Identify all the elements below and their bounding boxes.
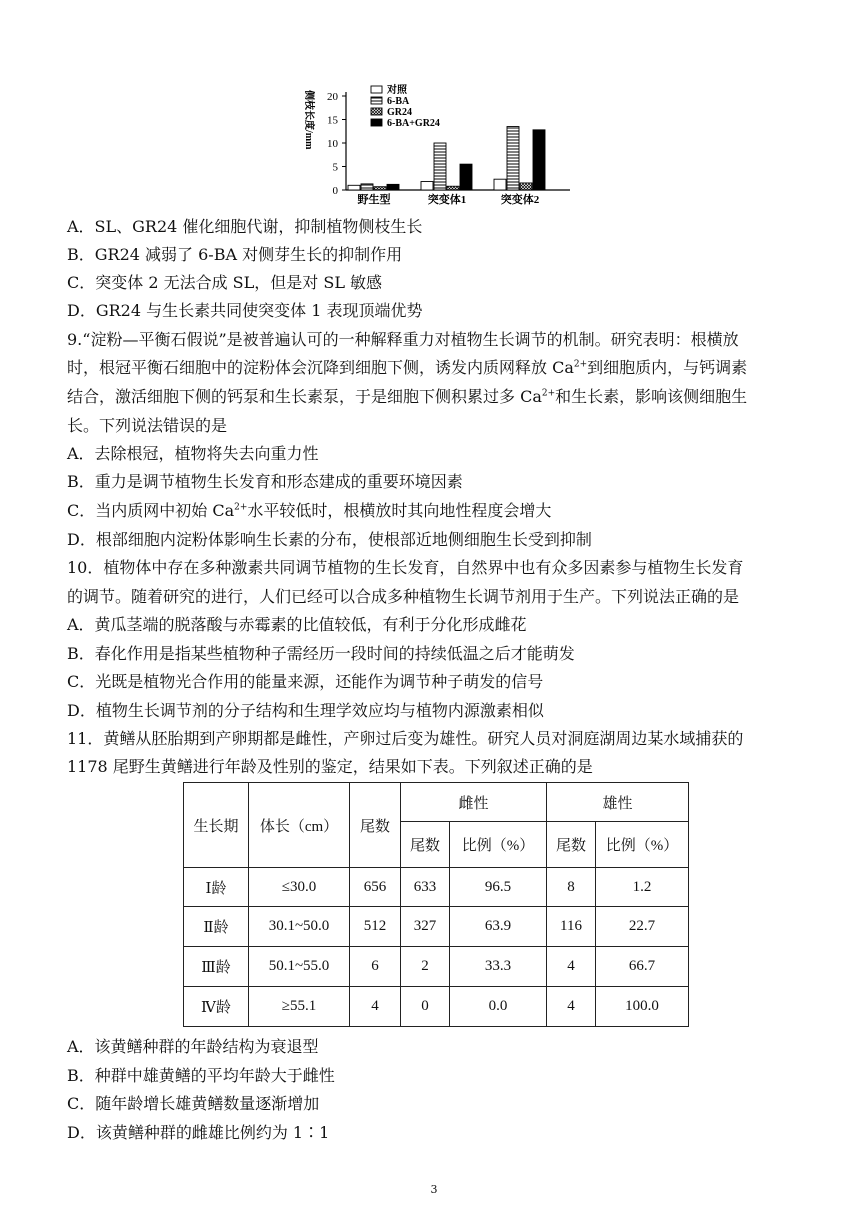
cell: 4 [350,987,401,1027]
legend-swatch [371,108,382,115]
header-count: 尾数 [350,783,401,868]
text: 水平较低时，根横放时其向地性程度会增大 [247,501,552,520]
superscript: 2+ [541,388,556,399]
x-tick-label: 突变体2 [500,194,540,206]
y-tick-label: 5 [332,161,338,174]
table-row [184,987,689,1027]
q11-stem-line1: 11．黄鳝从胚胎期到产卵期都是雌性，产卵过后变为雄性。研究人员对洞庭湖周边某水域捕获的 [67,729,744,748]
table-row [184,947,689,987]
cell: 2 [401,947,450,987]
cell: 50.1~55.0 [249,947,350,987]
q11-option-a: A．该黄鳝种群的年龄结构为衰退型 [67,1037,319,1056]
cell: 100.0 [596,987,689,1027]
cell: 96.5 [450,868,547,907]
q10-option-d: D．植物生长调节剂的分子结构和生理学效应均与植物内源激素相似 [67,701,544,720]
superscript: 2+ [573,359,588,370]
cell: Ⅱ龄 [184,907,249,947]
cell: 4 [547,947,596,987]
q9-option-c [67,501,551,521]
legend-label: GR24 [387,107,412,118]
cell: 22.7 [596,907,689,947]
y-tick-label: 15 [327,114,338,127]
cell: 1.2 [596,868,689,907]
cell: 66.7 [596,947,689,987]
q10-option-a: A．黄瓜茎端的脱落酸与赤霉素的比值较低，有利于分化形成雌花 [67,615,527,634]
cell: 4 [547,987,596,1027]
cell: 0.0 [450,987,547,1027]
bar [533,130,545,190]
q9-stem-line1: 9.“淀粉—平衡石假说”是被普遍认可的一种解释重力对植物生长调节的机制。研究表明：根横放 [67,330,739,349]
bar [447,186,459,190]
cell: Ⅳ龄 [184,987,249,1027]
q10-option-b: B．春化作用是指某些植物种子需经历一段时间的持续低温之后才能萌发 [67,644,575,663]
q11-stem-line2: 1178 尾野生黄鳝进行年龄及性别的鉴定，结果如下表。下列叙述正确的是 [67,757,593,776]
x-tick-label: 突变体1 [427,194,467,206]
cell: 30.1~50.0 [249,907,350,947]
q9-option-b: B．重力是调节植物生长发育和形态建成的重要环境因素 [67,472,463,491]
bar [361,184,373,190]
x-tick-label: 野生型 [357,194,391,206]
bar-chart [298,82,588,210]
header-female-count: 尾数 [401,822,450,868]
q11-option-c: C．随年龄增长雄黄鳝数量逐渐增加 [67,1094,320,1113]
legend-swatch [371,97,382,104]
cell: 512 [350,907,401,947]
header-male-ratio: 比例（%） [596,822,689,868]
text: 和生长素，影响该侧细胞生 [555,387,748,406]
legend-label: 对照 [387,85,407,96]
q8-option-d: D．GR24 与生长素共同使突变体 1 表现顶端优势 [67,301,423,320]
text: C．当内质网中初始 Ca [67,501,235,520]
bar [434,143,446,190]
bar [520,183,532,190]
bar [507,127,519,190]
q8-option-b: B．GR24 减弱了 6-BA 对侧芽生长的抑制作用 [67,245,403,264]
legend-label: 6-BA+GR24 [387,118,440,129]
cell: 633 [401,868,450,907]
text: 到细胞质内，与钙调素 [587,358,748,377]
header-female-ratio: 比例（%） [450,822,547,868]
bar [348,185,360,190]
q9-stem-line4: 长。下列说法错误的是 [67,416,228,435]
legend-label: 6-BA [387,96,410,107]
q9-option-d: D．根部细胞内淀粉体影响生长素的分布，使根部近地侧细胞生长受到抑制 [67,530,592,549]
cell: 8 [547,868,596,907]
cell: 0 [401,987,450,1027]
cell: 116 [547,907,596,947]
cell: 656 [350,868,401,907]
table-row [184,907,689,947]
legend-swatch [371,119,382,126]
data-table [183,782,689,1027]
q9-stem-line3 [67,387,747,407]
bar [460,164,472,190]
q10-option-c: C．光既是植物光合作用的能量来源，还能作为调节种子萌发的信号 [67,672,544,691]
q8-option-a: A．SL、GR24 催化细胞代谢，抑制植物侧枝生长 [67,217,423,236]
superscript: 2+ [234,502,248,513]
header-length: 体长（cm） [249,783,350,868]
text: 时，根冠平衡石细胞中的淀粉体会沉降到细胞下侧，诱发内质网释放 Ca [67,358,574,377]
q8-option-c: C．突变体 2 无法合成 SL，但是对 SL 敏感 [67,273,383,292]
q10-stem-line1: 10．植物体中存在多种激素共同调节植物的生长发育，自然界中也有众多因素参与植物生长发育 [67,558,744,577]
q11-option-b: B．种群中雄黄鳝的平均年龄大于雌性 [67,1066,335,1085]
cell: 33.3 [450,947,547,987]
cell: Ⅰ龄 [184,868,249,907]
header-male: 雄性 [547,783,689,822]
header-male-count: 尾数 [547,822,596,868]
q11-option-d: D．该黄鳝种群的雌雄比例约为 1∶1 [67,1123,330,1142]
page-number: 3 [430,1183,438,1196]
table-row [184,868,689,907]
y-axis-label: 侧枝长度/mm [303,90,314,150]
header-stage: 生长期 [184,783,249,868]
cell: Ⅲ龄 [184,947,249,987]
cell: 6 [350,947,401,987]
bar [387,184,399,190]
q10-stem-line2: 的调节。随着研究的进行，人们已经可以合成多种植物生长调节剂用于生产。下列说法正确的是 [67,587,740,606]
cell: ≥55.1 [249,987,350,1027]
legend-swatch [371,86,382,93]
q9-stem-line2 [67,358,747,378]
header-female: 雌性 [401,783,547,822]
bar [421,182,433,190]
bar [494,179,506,190]
q9-option-a: A．去除根冠，植物将失去向重力性 [67,444,319,463]
y-tick-label: 0 [332,185,338,197]
y-tick-label: 20 [327,91,338,103]
text: 结合，激活细胞下侧的钙泵和生长素泵，于是细胞下侧积累过多 Ca [67,387,542,406]
y-tick-label: 10 [327,138,338,150]
cell: 327 [401,907,450,947]
cell: 63.9 [450,907,547,947]
cell: ≤30.0 [249,868,350,907]
bar [374,187,386,190]
